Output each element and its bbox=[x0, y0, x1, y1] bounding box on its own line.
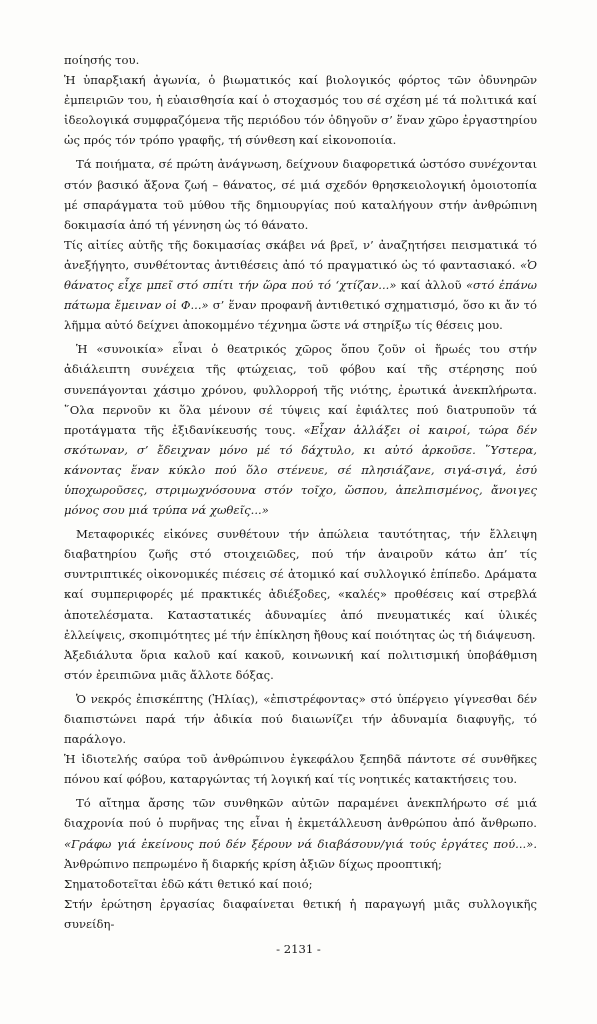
paragraph-text: καί ἀλλοῦ bbox=[396, 278, 466, 293]
paragraph bbox=[64, 70, 537, 150]
quotation-text: «Εἶχαν ἀλλάξει οἱ καιροί, τώρα δέν σκότωναν, σ’ ἔδειχναν μόνο μέ τό δάχτυλο, κι αὐτό ἀρκοῦσε. ῞Υστερα, κάνοντας ἕναν κύκλο πού ὅλο στένευε, σέ πλησιάζανε, σιγά-σιγά, ἐσύ ὑποχωροῦσες, στριμωχνόσουνα στόν τοῖχο, ὥσπου, ἀπελπισμένος, ἄνοιγες μόνος σου μιά τρύπα νά χωθεῖς...» bbox=[64, 422, 537, 518]
paragraph bbox=[64, 339, 537, 520]
paragraph-text: Ἡ «συνοικία» εἶναι ὁ θεατρικός χῶρος ὅπου ζοῦν οἱ ἥρωές του στήν ἀδιάλειπτη συνέχεια τῆς φτώχειας, τοῦ φόβου καί τῆς στέρησης πού συνεπάγονται χάσιμο χρόνου, φυλλορροή τῆς νιότης, ἐρωτικά ἀνεκπλήρωτα. ῞Ολα περνοῦν κι ὅλα μένουν σέ τύψεις καί ἐφιάλτες πού διατρυποῦν τά προτάγματα τῆς ἐξιδανίκευσής τους. bbox=[64, 342, 537, 437]
paragraph-text: Ἀνθρώπινο πεπρωμένο ἤ διαρκής κρίση ἀξιῶν δίχως προοπτική; bbox=[64, 856, 442, 871]
paragraph-text: Στήν ἐρώτηση ἐργασίας διαφαίνεται θετική ἡ παραγωγή μιᾶς συλλογικῆς συνείδη- bbox=[64, 896, 537, 931]
paragraph-text: Ἀξεδιάλυτα ὅρια καλοῦ καί κακοῦ, κοινωνική καί πολιτισμική ὑποβάθμιση στόν ἐρειπιῶνα μιᾶς ἄλλοτε δόξας. bbox=[64, 647, 537, 682]
quotation-text: «στό ἐπάνω πάτωμα ἔμειναν οἱ Φ...» bbox=[64, 278, 537, 313]
paragraph-text: Τίς αἰτίες αὐτῆς τῆς δοκιμασίας σκάβει νά βρεῖ, ν’ ἀναζητήσει πεισματικά τό ἀνεξήγητο, συνθέτοντας ἀντιθέσεις ἀπό τό πραγματικό ὡς τό φαντασιακό. bbox=[64, 237, 537, 272]
quotation-text: «Γράφω γιά ἐκείνους πού δέν ξέρουν νά διαβάσουν/γιά τούς ἐργάτες πού...». bbox=[64, 836, 537, 851]
paragraph bbox=[64, 793, 537, 873]
page-number: - 2131 - bbox=[276, 942, 321, 956]
paragraph-text: Ὁ νεκρός ἐπισκέπτης (Ἠλίας), «ἐπιστρέφοντας» στό ὑπέργειο γίγνεσθαι δέν διαπιστώνει παρά τήν ἀδικία πού διαιωνίζει τήν ἀδυναμία διαφυγῆς, τό παράλογο. bbox=[64, 691, 537, 747]
paragraph bbox=[64, 645, 537, 685]
paragraph-text: ποίησής του. bbox=[64, 53, 140, 67]
body-text bbox=[64, 50, 537, 934]
paragraph bbox=[64, 749, 537, 789]
paragraph bbox=[64, 154, 537, 234]
paragraph-text: Μεταφορικές εἰκόνες συνθέτουν τήν ἀπώλεια ταυτότητας, τήν ἔλλειψη διαβατηρίου ζωῆς στό στοιχειῶδες, πού τήν ἀναιροῦν κάτω ἀπ’ τίς συντριπτικές οἰκονομικές πιέσεις σέ ἀτομικό καί συλλογικό ἐπίπεδο. Δράματα καί συμπεριφορές μέ πρακτικές ἀδιέξοδες, «καλές» προθέσεις καί στρεβλά ἀποτελέσματα. Καταστατικές ἀδυναμίες ἀπό πνευματικές καί ὑλικές ἐλλείψεις, σκοπιμότητες μέ τήν ἐπίκληση ἤθους καί ποιότητας ὡς τή διάψευση. bbox=[64, 527, 537, 642]
paragraph bbox=[64, 874, 537, 894]
paragraph bbox=[64, 50, 537, 70]
paragraph-text: σ’ ἕναν προφανῆ ἀντιθετικό σχηματισμό, ὅσο κι ἄν τό λῆμμα αὐτό δείχνει ἀποκομμένο τέχνημα ὥστε νά στηρίξω τίς θέσεις μου. bbox=[64, 298, 537, 333]
paragraph bbox=[64, 524, 537, 645]
paragraph-text: Ἡ ἰδιοτελής σαύρα τοῦ ἀνθρώπινου ἐγκεφάλου ξεπηδᾶ πάντοτε σέ συνθῆκες πόνου καί φόβου, καταργώντας τή λογική καί τίς νοητικές κατακτήσεις του. bbox=[64, 752, 537, 787]
paragraph-text: Τά ποιήματα, σέ πρώτη ἀνάγνωση, δείχνουν διαφορετικά ὡστόσο συνέχονται στόν βασικό ἄξονα ζωή – θάνατος, σέ μιά σχεδόν θρησκειολογική ὁμοιοτοπία μέ σπαράγματα τοῦ μύθου τῆς δημιουργίας πού καταλήγουν στήν ἀνθρώπινη δοκιμασία ἀπό τή γέννηση ὡς τό θάνατο. bbox=[64, 157, 537, 232]
paragraph bbox=[64, 235, 537, 335]
paragraph bbox=[64, 689, 537, 749]
paragraph-text: Ἡ ὑπαρξιακή ἀγωνία, ὁ βιωματικός καί βιολογικός φόρτος τῶν ὀδυνηρῶν ἐμπειριῶν του, ἡ εὐαισθησία καί ὁ στοχασμός του σέ σχέση μέ τά πολιτικά καί ἰδεολογικά συμφραζόμενα τῆς περιόδου τόν ὁδηγοῦν σ’ ἕναν χῶρο ἐργαστηρίου ὡς πρός τόν τρόπο γραφῆς, τή σύνθεση καί εἰκονοποιία. bbox=[64, 73, 537, 148]
quotation-text: «Ὁ θάνατος εἶχε μπεῖ στό σπίτι τήν ὥρα πού τό ‘χτίζαν...» bbox=[64, 257, 537, 293]
paragraph-text: Σηματοδοτεῖται ἐδῶ κάτι θετικό καί ποιό; bbox=[64, 876, 313, 891]
paragraph-text: Τό αἴτημα ἄρσης τῶν συνθηκῶν αὐτῶν παραμένει ἀνεκπλήρωτο σέ μιά διαχρονία πού ὁ πυρῆνας της εἶναι ἡ ἐκμετάλλευση ἀνθρώπου ἀπό ἄνθρωπο. bbox=[64, 796, 537, 831]
paragraph bbox=[64, 894, 537, 934]
